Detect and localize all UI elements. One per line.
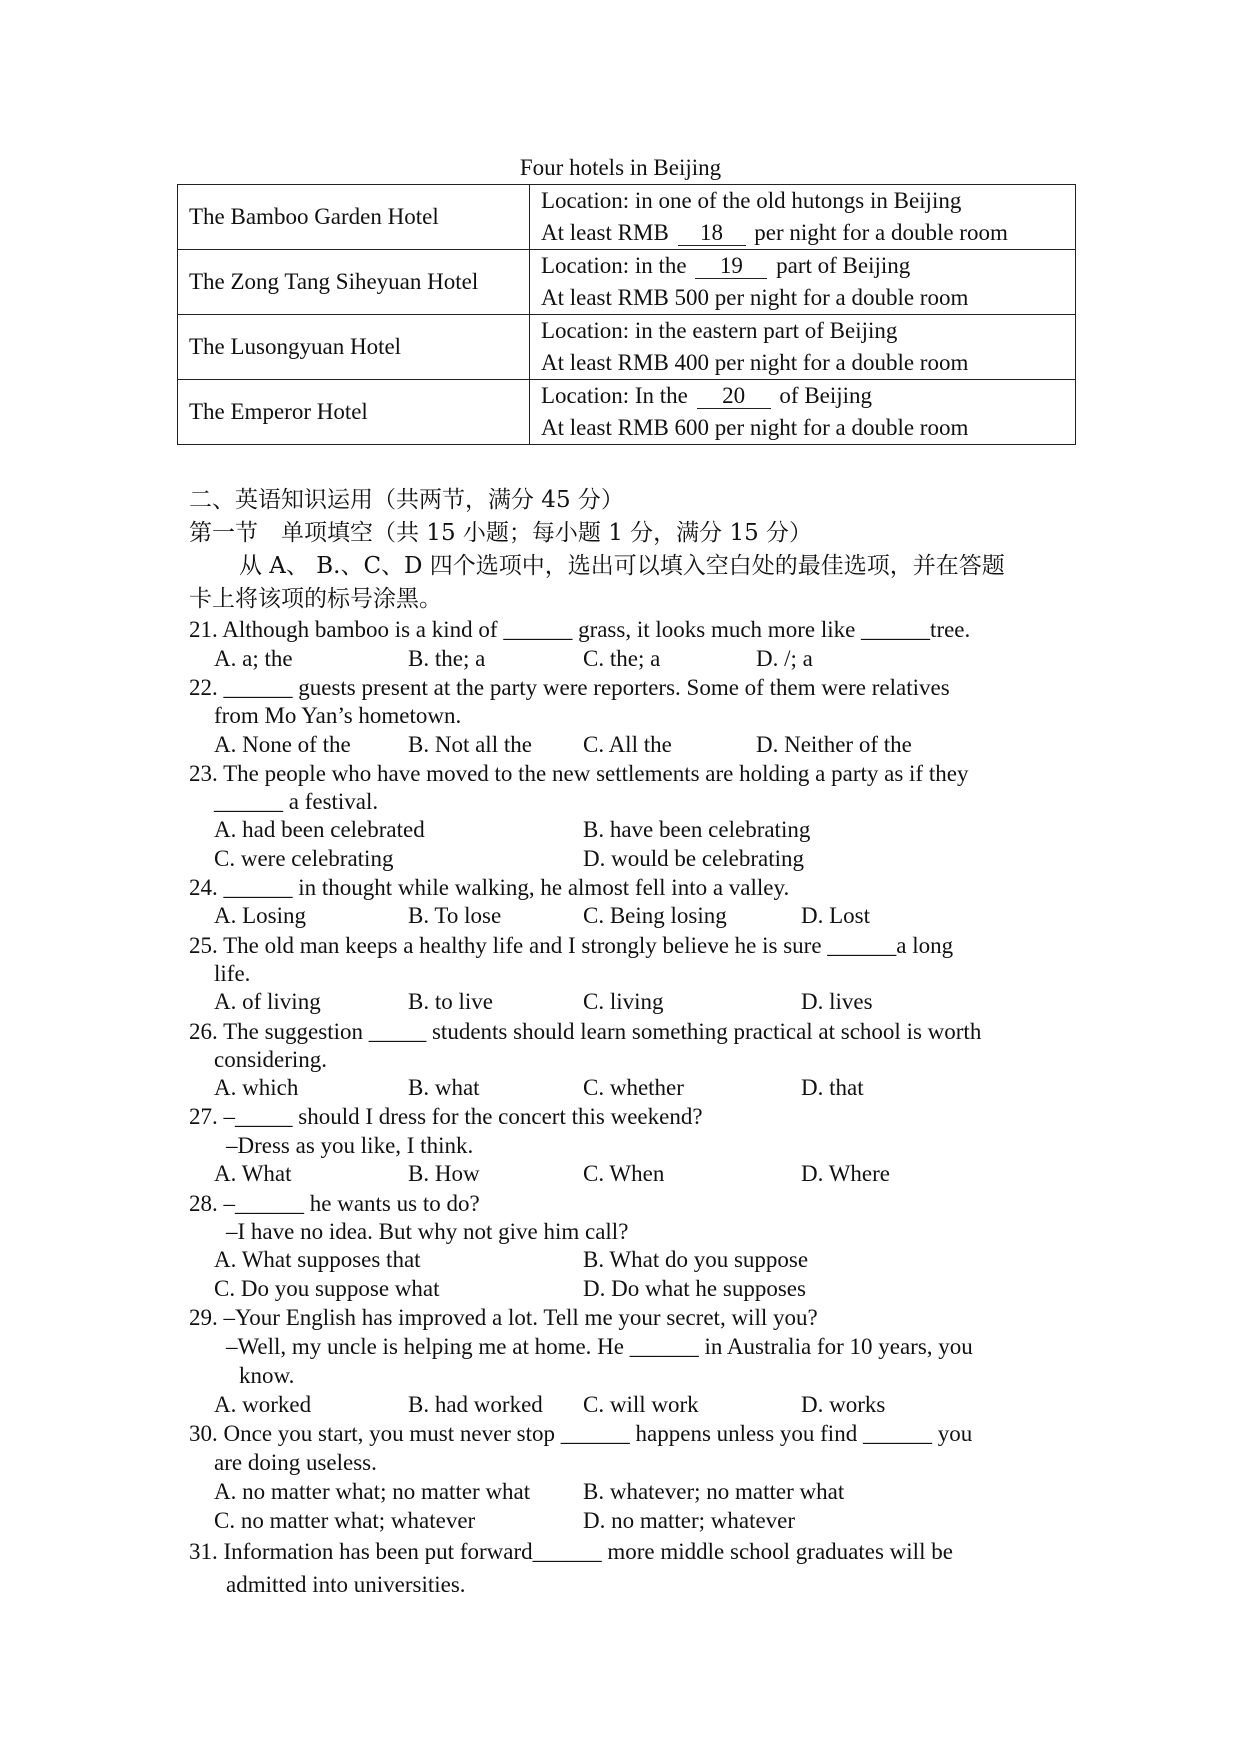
- question-stem: –Well, my uncle is helping me at home. He ______ in Australia for 10 years, you: [226, 1334, 973, 1359]
- option-b: B. have been celebrating: [583, 817, 811, 842]
- question-stem: considering.: [214, 1047, 328, 1072]
- option-c: C. When: [583, 1161, 665, 1186]
- option-a: A. no matter what; no matter what: [214, 1479, 531, 1504]
- question-stem: 27. –_____ should I dress for the concert this weekend?: [189, 1104, 703, 1129]
- question-stem: know.: [239, 1363, 295, 1388]
- info-line: [541, 315, 1064, 347]
- info-text: per night for a double room: [754, 220, 1008, 245]
- table-row: [178, 380, 1076, 445]
- question-stem: from Mo Yan’s hometown.: [214, 703, 462, 728]
- hotel-info: [530, 315, 1076, 380]
- option-a: A. None of the: [214, 732, 351, 757]
- info-text: part of Beijing: [776, 253, 911, 278]
- answer-blank-19: 19: [695, 254, 767, 279]
- table-caption: Four hotels in Beijing: [519, 155, 722, 180]
- info-line: [541, 217, 1064, 249]
- info-text: Location: in one of the old hutongs in Beijing: [541, 188, 962, 213]
- section-heading: 二、英语知识运用（共两节，满分 45 分）: [189, 487, 624, 513]
- question-stem: 26. The suggestion _____ students should learn something practical at school is worth: [189, 1019, 982, 1044]
- option-c: C. will work: [583, 1392, 699, 1417]
- option-a: A. had been celebrated: [214, 817, 425, 842]
- option-d: D. no matter; whatever: [583, 1508, 796, 1533]
- info-text: Location: in the: [541, 253, 687, 278]
- option-b: B. What do you suppose: [583, 1247, 809, 1272]
- info-text: At least RMB 600 per night for a double room: [541, 415, 969, 440]
- question-stem: ______ a festival.: [214, 789, 379, 814]
- hotel-info: [530, 185, 1076, 250]
- info-text: Location: in the eastern part of Beijing: [541, 318, 898, 343]
- option-c: C. Being losing: [583, 903, 727, 928]
- info-text: Location: In the: [541, 383, 688, 408]
- table-row: [178, 315, 1076, 380]
- option-b: B. to live: [408, 989, 493, 1014]
- option-c: C. All the: [583, 732, 672, 757]
- question-stem: 22. ______ guests present at the party were reporters. Some of them were relatives: [189, 675, 950, 700]
- info-line: [541, 250, 1064, 282]
- question-stem: are doing useless.: [214, 1450, 377, 1475]
- hotel-name: The Bamboo Garden Hotel: [178, 185, 530, 250]
- question-stem: 31. Information has been put forward______ more middle school graduates will be: [189, 1539, 953, 1564]
- question-stem: 23. The people who have moved to the new settlements are holding a party as if they: [189, 761, 969, 786]
- question-stem: 30. Once you start, you must never stop ______ happens unless you find ______ you: [189, 1421, 973, 1446]
- hotel-name: The Lusongyuan Hotel: [178, 315, 530, 380]
- option-a: A. worked: [214, 1392, 312, 1417]
- question-stem: –I have no idea. But why not give him call?: [226, 1219, 629, 1244]
- answer-blank-18: 18: [678, 221, 746, 246]
- option-c: C. were celebrating: [214, 846, 394, 871]
- hotels-table: [177, 184, 1076, 445]
- info-line: [541, 347, 1064, 379]
- option-d: D. Do what he supposes: [583, 1276, 806, 1301]
- option-a: A. of living: [214, 989, 321, 1014]
- info-text: At least RMB 500 per night for a double room: [541, 285, 969, 310]
- info-text: of Beijing: [779, 383, 873, 408]
- option-a: A. a; the: [214, 646, 293, 671]
- option-d: D. /; a: [756, 646, 813, 671]
- option-a: A. What: [214, 1161, 292, 1186]
- option-b: B. what: [408, 1075, 480, 1100]
- option-d: D. Where: [801, 1161, 890, 1186]
- option-c: C. Do you suppose what: [214, 1276, 440, 1301]
- table-row: [178, 185, 1076, 250]
- option-b: B. whatever; no matter what: [583, 1479, 845, 1504]
- option-b: B. the; a: [408, 646, 486, 671]
- hotel-name: The Emperor Hotel: [178, 380, 530, 445]
- hotel-info: [530, 250, 1076, 315]
- option-b: B. To lose: [408, 903, 502, 928]
- question-stem: admitted into universities.: [226, 1572, 466, 1597]
- table-row: [178, 250, 1076, 315]
- option-d: D. works: [801, 1392, 886, 1417]
- option-d: D. Lost: [801, 903, 870, 928]
- option-c: C. living: [583, 989, 664, 1014]
- option-d: D. Neither of the: [756, 732, 912, 757]
- option-d: D. would be celebrating: [583, 846, 804, 871]
- option-b: B. How: [408, 1161, 480, 1186]
- subsection-heading: 第一节 单项填空（共 15 小题；每小题 1 分，满分 15 分）: [189, 520, 813, 546]
- option-c: C. whether: [583, 1075, 684, 1100]
- instructions-line: 从 A、 B.、C、D 四个选项中，选出可以填入空白处的最佳选项，并在答题: [239, 553, 1005, 579]
- option-d: D. that: [801, 1075, 864, 1100]
- hotel-info: [530, 380, 1076, 445]
- question-stem: 25. The old man keeps a healthy life and I strongly believe he is sure ______a long: [189, 933, 954, 958]
- option-c: C. no matter what; whatever: [214, 1508, 476, 1533]
- info-line: [541, 185, 1064, 217]
- option-c: C. the; a: [583, 646, 661, 671]
- info-text: At least RMB: [541, 220, 669, 245]
- option-b: B. had worked: [408, 1392, 543, 1417]
- option-a: A. which: [214, 1075, 299, 1100]
- question-stem: 29. –Your English has improved a lot. Tell me your secret, will you?: [189, 1305, 818, 1330]
- answer-blank-20: 20: [697, 384, 771, 409]
- hotel-name: The Zong Tang Siheyuan Hotel: [178, 250, 530, 315]
- question-stem: life.: [214, 961, 251, 986]
- info-line: [541, 412, 1064, 444]
- question-stem: –Dress as you like, I think.: [226, 1133, 474, 1158]
- info-line: [541, 380, 1064, 412]
- option-b: B. Not all the: [408, 732, 532, 757]
- info-line: [541, 282, 1064, 314]
- instructions-line: 卡上将该项的标号涂黑。: [189, 586, 442, 612]
- option-a: A. What supposes that: [214, 1247, 421, 1272]
- option-a: A. Losing: [214, 903, 306, 928]
- question-stem: 21. Although bamboo is a kind of ______ grass, it looks much more like ______tree.: [189, 617, 971, 642]
- option-d: D. lives: [801, 989, 873, 1014]
- question-stem: 24. ______ in thought while walking, he almost fell into a valley.: [189, 875, 790, 900]
- info-text: At least RMB 400 per night for a double room: [541, 350, 969, 375]
- question-stem: 28. –______ he wants us to do?: [189, 1191, 480, 1216]
